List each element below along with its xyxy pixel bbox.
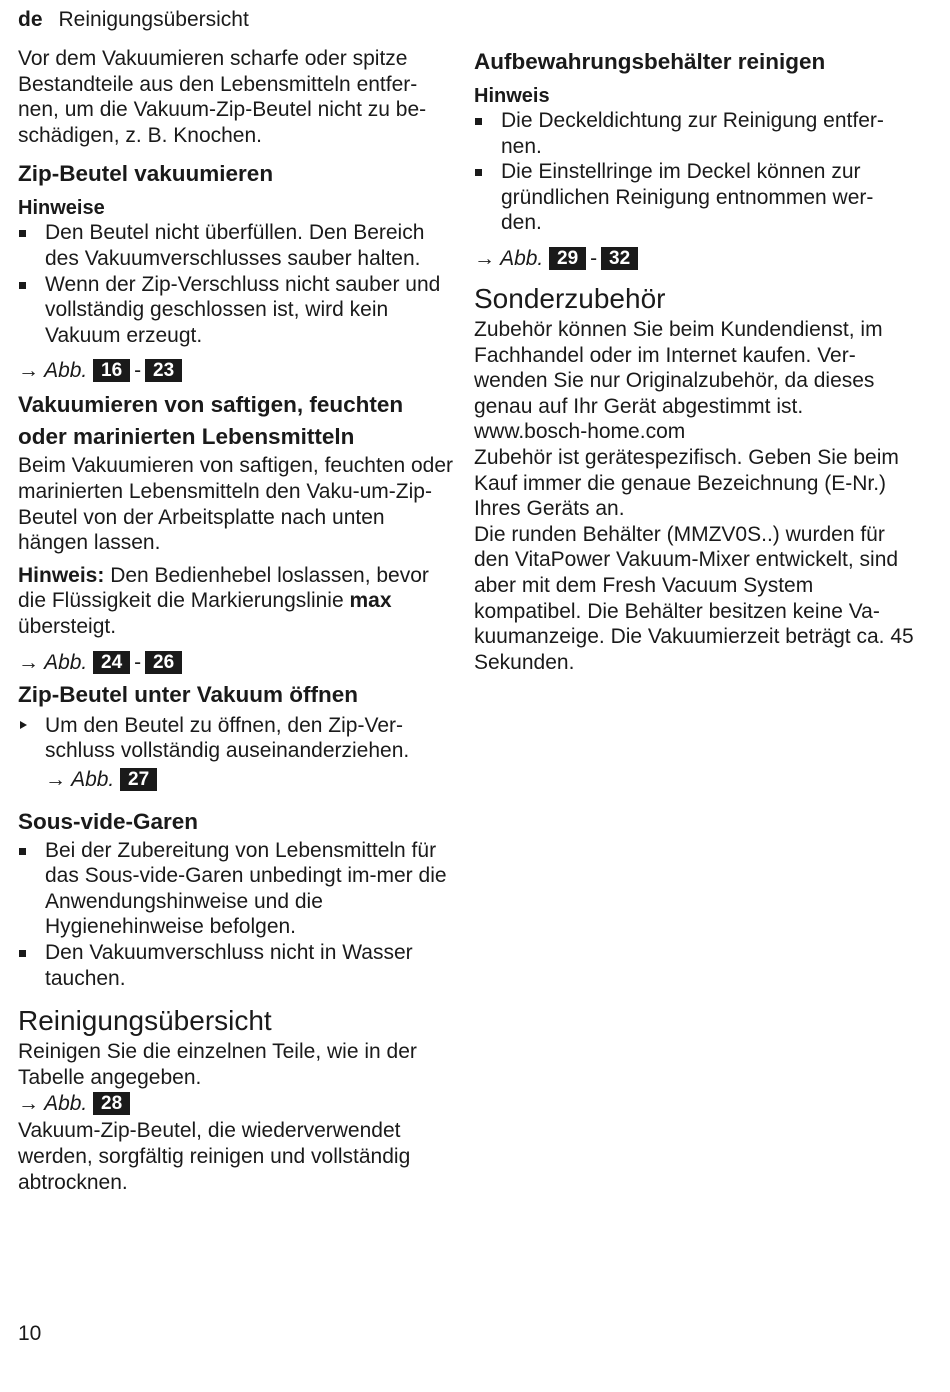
figure-label: Abb. (44, 359, 88, 383)
figure-number-badge: 24 (93, 651, 130, 674)
figure-number-badge: 29 (549, 247, 586, 270)
sous-vide-list (18, 838, 458, 992)
list-item: Die Deckeldichtung zur Reinigung entfer-nen. (474, 108, 914, 159)
list-item: Wenn der Zip-Verschluss nicht sauber und vollständig geschlossen ist, wird kein Vakuum erzeugt. (18, 272, 458, 349)
section-heading-sous-vide-garen: Sous-vide-Garen (18, 808, 199, 834)
square-bullet-icon (475, 118, 482, 125)
triangle-bullet-icon (20, 721, 27, 729)
arrow-right-icon: → (474, 246, 495, 270)
section-heading-zip-beutel-vakuumieren: Zip-Beutel vakuumieren (18, 161, 274, 187)
figure-label: Abb. (44, 650, 88, 674)
square-bullet-icon (19, 282, 26, 289)
arrow-right-icon: → (18, 650, 39, 674)
section-body: Vakuum-Zip-Beutel, die wiederverwendet werden, sorgfältig reinigen und vollständig abtrocknen. (18, 1119, 411, 1194)
section-heading-zip-beutel-oeffnen: Zip-Beutel unter Vakuum öffnen (18, 681, 359, 707)
figure-number-badge: 27 (120, 768, 157, 791)
square-bullet-icon (19, 230, 26, 237)
list-item: Den Beutel nicht überfüllen. Den Bereich des Vakuumverschlusses sauber halten. (18, 220, 458, 271)
right-column (474, 46, 914, 675)
square-bullet-icon (475, 169, 482, 176)
figure-number-badge: 26 (145, 651, 182, 674)
header-title: Reinigungsübersicht (58, 8, 249, 31)
figure-reference (18, 766, 458, 794)
figure-number-badge: 32 (601, 247, 638, 270)
website-url: www.bosch-home.com (474, 420, 686, 444)
figure-label: Abb. (500, 246, 544, 270)
accessories-paragraph: Zubehör können Sie beim Kundendienst, im Fachhandel oder im Internet kaufen. Ver-wenden Sie nur Originalzubehör, da dieses genau auf Ihr Gerät abgestimmt ist. (474, 317, 883, 418)
section-heading-sonderzubehoer: Sonderzubehör (474, 282, 666, 314)
figure-reference (18, 1090, 458, 1118)
notes-label: Hinweise (18, 197, 105, 220)
list-item: Die Einstellringe im Deckel können zur gründlichen Reinigung entnommen wer-den. (474, 159, 914, 236)
note-label: Hinweis (474, 85, 550, 107)
figure-number-badge: 16 (93, 359, 130, 382)
accessories-paragraph: Zubehör ist gerätespezifisch. Geben Sie beim Kauf immer die genaue Bezeichnung (E-Nr.) Ihres Geräts an. (474, 445, 899, 521)
notes-list (18, 220, 458, 348)
page-number: 10 (18, 1322, 42, 1345)
intro-paragraph: Vor dem Vakuumieren scharfe oder spitze Bestandteile aus den Lebensmitteln entfer-nen, um die Vakuum-Zip-Beutel nicht zu be-schädigen, z. B. Knochen. (18, 47, 427, 147)
arrow-right-icon: → (18, 359, 39, 383)
figure-label: Abb. (71, 767, 115, 791)
section-body: Reinigen Sie die einzelnen Teile, wie in der Tabelle angegeben. (18, 1040, 417, 1089)
step-item: Um den Beutel zu öffnen, den Zip-Ver-schluss vollständig auseinanderziehen. (18, 713, 458, 764)
section-body: Beim Vakuumieren von saftigen, feuchten oder marinierten Lebensmitteln den Vaku-um-Zip-Beutel von der Arbeitsplatte nach unten hängen lassen. (18, 454, 454, 555)
notes-list (474, 108, 914, 236)
figure-reference: → Abb. 16 - 23 (18, 357, 458, 385)
figure-number-badge: 28 (93, 1092, 130, 1115)
list-item: Bei der Zubereitung von Lebensmitteln für das Sous-vide-Garen unbedingt im-mer die Anwendungshinweise und die Hygienehinweise befolgen. (18, 838, 458, 940)
list-item: Den Vakuumverschluss nicht in Wasser tauchen. (18, 940, 458, 991)
section-heading-reinigungsuebersicht: Reinigungsübersicht (18, 1005, 272, 1037)
arrow-right-icon: → (18, 1092, 39, 1116)
note-paragraph: Hinweis: Den Bedienhebel loslassen, bevor die Flüssigkeit die Markierungslinie max übersteigt. (18, 563, 429, 638)
step-list (18, 713, 458, 764)
left-column (18, 46, 458, 1195)
arrow-right-icon: → (45, 767, 66, 791)
figure-label: Abb. (44, 1092, 88, 1116)
figure-reference: → Abb. 24 - 26 (18, 649, 458, 677)
page-header (18, 8, 249, 32)
language-code: de (18, 8, 43, 31)
figure-reference: → Abb. 29 - 32 (474, 245, 914, 273)
square-bullet-icon (19, 950, 26, 957)
accessories-paragraph: Die runden Behälter (MMZV0S..) wurden für den VitaPower Vakuum-Mixer entwickelt, sind aber mit dem Fresh Vacuum System kompatibel. Die Behälter besitzen keine Va-kuumanzeige. Die Vakuumierzeit beträgt ca. 45 Sekunden. (474, 522, 914, 674)
section-heading-saftige-lebensmittel: Vakuumieren von saftigen, feuchten oder marinierten Lebensmitteln (18, 392, 404, 450)
square-bullet-icon (19, 848, 26, 855)
figure-number-badge: 23 (145, 359, 182, 382)
section-heading-aufbewahrungsbehaelter: Aufbewahrungsbehälter reinigen (474, 49, 826, 74)
